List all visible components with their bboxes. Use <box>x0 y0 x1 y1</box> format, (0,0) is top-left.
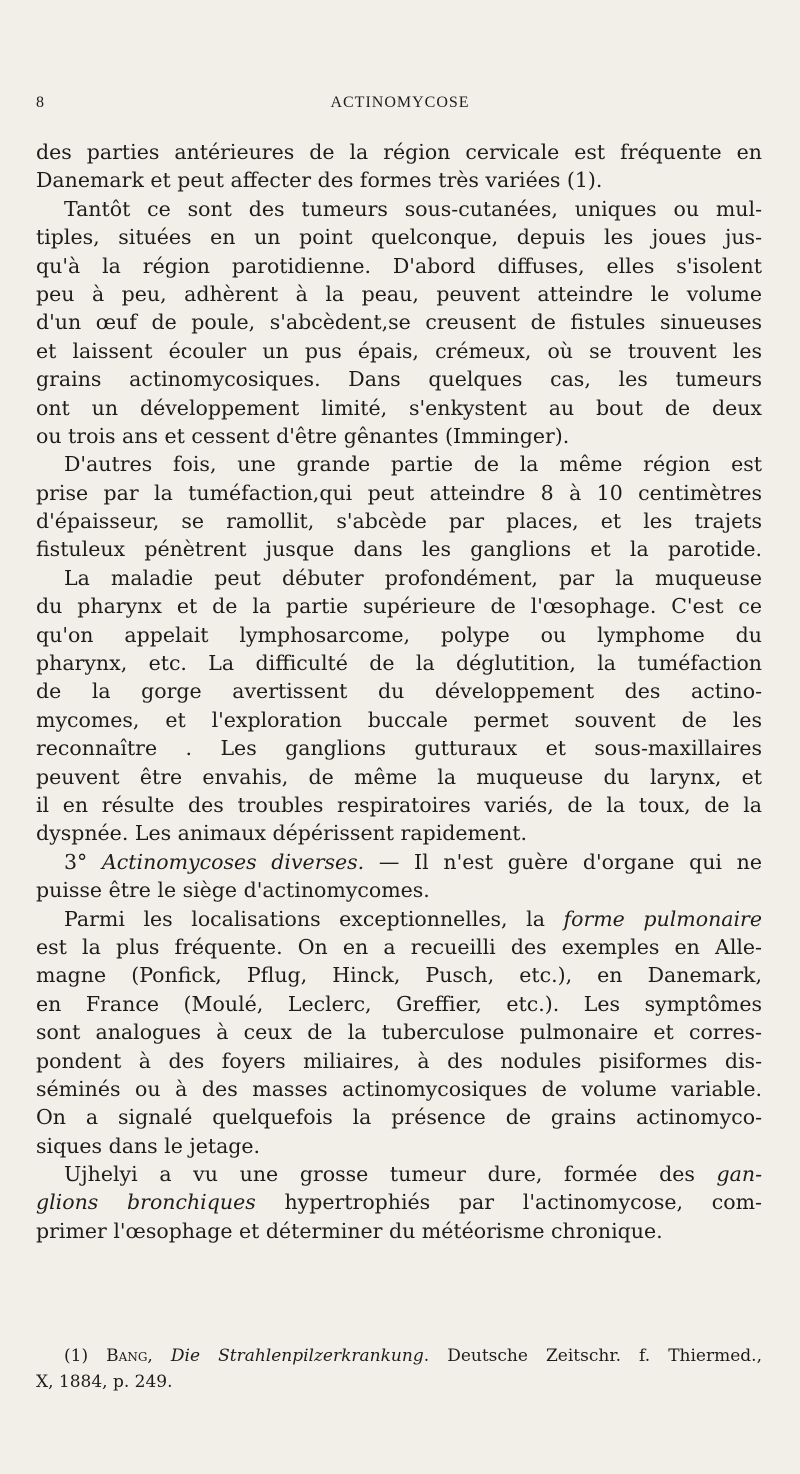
text-line: peu à peu, adhèrent à la peau, peuvent atteindre le volume <box>36 281 762 306</box>
text-line: D'autres fois, une grande partie de la même région est <box>64 452 762 477</box>
emphasis-text: forme pulmonaire <box>563 906 762 931</box>
text-line: du pharynx et de la partie supérieure de l'œsophage. C'est ce <box>36 594 762 619</box>
text-line: Tantôt ce sont des tumeurs sous-cutanées, uniques ou mul- <box>64 196 762 221</box>
text-line: On a signalé quelquefois la présence de grains actinomyco- <box>36 1105 762 1130</box>
footnote-author: Bang <box>106 1346 148 1366</box>
text-line: ou trois ans et cessent d'être gênantes (Imminger). <box>36 423 570 448</box>
text-line <box>36 1188 762 1216</box>
text-line: et laissent écouler un pus épais, crémeux, où se trouvent les <box>36 338 762 363</box>
text-line: reconnaître . Les ganglions gutturaux et sous-maxillaires <box>36 736 762 761</box>
text-line: de la gorge avertissent du développement des actino- <box>36 679 762 704</box>
footnote <box>36 1343 762 1369</box>
section-title: Actinomycoses diverses. <box>101 849 365 874</box>
text-line <box>36 905 762 933</box>
page-header <box>0 94 800 124</box>
text-line: primer l'œsophage et déterminer du météorisme chronique. <box>36 1218 663 1243</box>
text-line: fistuleux pénètrent jusque dans les ganglions et la parotide. <box>36 537 762 562</box>
text-line: grains actinomycosiques. Dans quelques cas, les tumeurs <box>36 367 762 392</box>
running-head: ACTINOMYCOSE <box>330 94 470 111</box>
text-run: hypertrophiés par l'actinomycose, com- <box>255 1190 762 1215</box>
text-line: peuvent être envahis, de même la muqueuse du larynx, et <box>36 764 762 789</box>
text-line: d'un œuf de poule, s'abcèdent,se creusent de fistules sinueuses <box>36 310 762 335</box>
emphasis-text: gan- <box>716 1162 762 1187</box>
footnote-reference: . Deutsche Zeitschr. f. Thiermed., <box>423 1346 762 1366</box>
text-run: Ujhelyi a vu une grosse tumeur dure, formée des <box>64 1162 717 1187</box>
section-heading-line <box>36 848 762 876</box>
text-line: siques dans le jetage. <box>36 1133 261 1158</box>
footnote-marker: (1) <box>64 1346 107 1366</box>
text-line: qu'à la région parotidienne. D'abord diffuses, elles s'isolent <box>36 253 762 278</box>
text-line: Danemark et peut affecter des formes très variées (1). <box>36 168 603 193</box>
text-line: il en résulte des troubles respiratoires variés, de la toux, de la <box>36 792 762 817</box>
body-text <box>36 138 762 1245</box>
text-line: en France (Moulé, Leclerc, Greffier, etc.). Les symptômes <box>36 991 762 1016</box>
text-line: pondent à des foyers miliaires, à des nodules pisiformes dis- <box>36 1048 762 1073</box>
text-line: prise par la tuméfaction,qui peut atteindre 8 à 10 centimètres <box>36 480 762 505</box>
text-line: dyspnée. Les animaux dépérissent rapidement. <box>36 821 528 846</box>
text-line: puisse être le siège d'actinomycomes. <box>36 878 430 903</box>
text-line: ont un développement limité, s'enkystent au bout de deux <box>36 395 762 420</box>
page-number: 8 <box>36 94 44 111</box>
section-text: — Il n'est guère d'organe qui ne <box>364 849 762 874</box>
text-line: séminés ou à des masses actinomycosiques de volume variable. <box>36 1076 762 1101</box>
text-line: sont analogues à ceux de la tuberculose pulmonaire et corres- <box>36 1020 762 1045</box>
text-line: d'épaisseur, se ramollit, s'abcède par places, et les trajets <box>36 509 762 534</box>
text-line: pharynx, etc. La difficulté de la déglutition, la tuméfaction <box>36 651 762 676</box>
footnote-continuation: X, 1884, p. 249. <box>36 1372 173 1392</box>
text-line: magne (Ponfick, Pflug, Hinck, Pusch, etc.), en Danemark, <box>36 963 762 988</box>
footnotes <box>36 1343 762 1395</box>
text-line <box>36 1160 762 1188</box>
text-line: tiples, situées en un point quelconque, depuis les joues jus- <box>36 225 762 250</box>
emphasis-text: glions bronchiques <box>36 1190 256 1215</box>
text-line: mycomes, et l'exploration buccale permet souvent de les <box>36 707 762 732</box>
text-line: des parties antérieures de la région cervicale est fréquente en <box>36 140 762 164</box>
text-run: Parmi les localisations exceptionnelles, la <box>64 906 564 931</box>
section-number: 3° <box>64 849 88 874</box>
text-line: est la plus fréquente. On en a recueilli des exemples en Alle- <box>36 934 762 959</box>
text-line: La maladie peut débuter profondément, par la muqueuse <box>64 565 762 590</box>
footnote-title: Die Strahlenpilzerkrankung <box>170 1346 424 1366</box>
footnote-separator: , <box>147 1346 171 1366</box>
text-line: qu'on appelait lymphosarcome, polype ou lymphome du <box>36 622 762 647</box>
